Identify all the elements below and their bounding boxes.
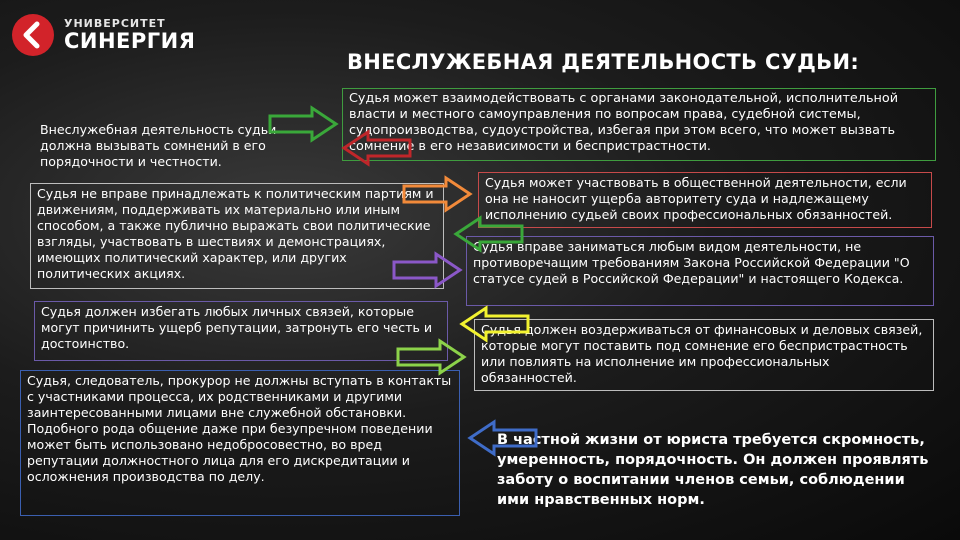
left-top-text: Внеслужебная деятельность судьи должна вызывать сомнений в его порядочности и честности. [40,122,277,169]
page-title: ВНЕСЛУЖЕБНАЯ ДЕЯТЕЛЬНОСТЬ СУДЬИ: [347,50,860,74]
bottom-right-text: В частной жизни от юриста требуется скромность, умеренность, порядочность. Он должен проявлять заботу о воспитании членов семьи, соблюдении ими нравственных норм. [497,432,929,508]
logo-title: СИНЕРГИЯ [64,29,196,53]
left-personal-box: Судья должен избегать любых личных связей, которые могут причинить ущерб репутации, затронуть его честь и достоинство. [34,301,448,361]
arrow-right-orange-icon [402,176,472,212]
arrow-right-lightgreen-icon [396,339,466,375]
arrow-left-yellow-icon [460,306,530,342]
right-public-box: Судья может участвовать в общественной деятельности, если она не наносит ущерба авторитету суда и надлежащему исполнению судьей своих профессиональных обязанностей. [478,172,932,228]
arrow-right-green-icon [268,106,338,142]
arrow-left-green-icon [454,216,524,252]
right-finance-box: Судья должен воздерживаться от финансовых и деловых связей, которые могут поставить под сомнение его беспристрастность или повлиять на исполнение им профессиональных обязанностей. [474,319,934,391]
arrow-left-blue-icon [468,420,538,456]
chevron-left-icon [12,14,54,56]
logo-subtitle: УНИВЕРСИТЕТ [64,17,166,30]
arrow-left-red-icon [342,130,412,166]
top-center-box: Судья может взаимодействовать с органами законодательной, исполнительной власти и местного самоуправления по вопросам права, судебной системы, судопроизводства, судоустройства, избегая при этом всего, что может вызвать сомнение в его независимости и беспристрастности. [342,88,936,161]
logo [12,14,195,56]
right-any-box: Судья вправе заниматься любым видом деятельности, не противоречащим требованиям Закона Российской Федерации "О статусе судей в Российской Федерации" и настоящего Кодекса. [466,236,934,306]
left-politics-box: Судья не вправе принадлежать к политическим партиям и движениям, поддерживать их материально или иным способом, а также публично выражать свои политические взгляды, участвовать в шествиях и демонстрациях, имеющих политический характер, или других политических акциях. [30,183,444,289]
left-contacts-box: Судья, следователь, прокурор не должны вступать в контакты с участниками процесса, их родственниками и другими заинтересованными лицами вне служебной обстановки. Подобного рода общение даже при безупречном поведении может быть использовано недобросовестно, во вред репутации должностного лица для его дискредитации и осложнения производства по делу. [20,370,460,516]
arrow-right-purple-icon [392,252,462,288]
